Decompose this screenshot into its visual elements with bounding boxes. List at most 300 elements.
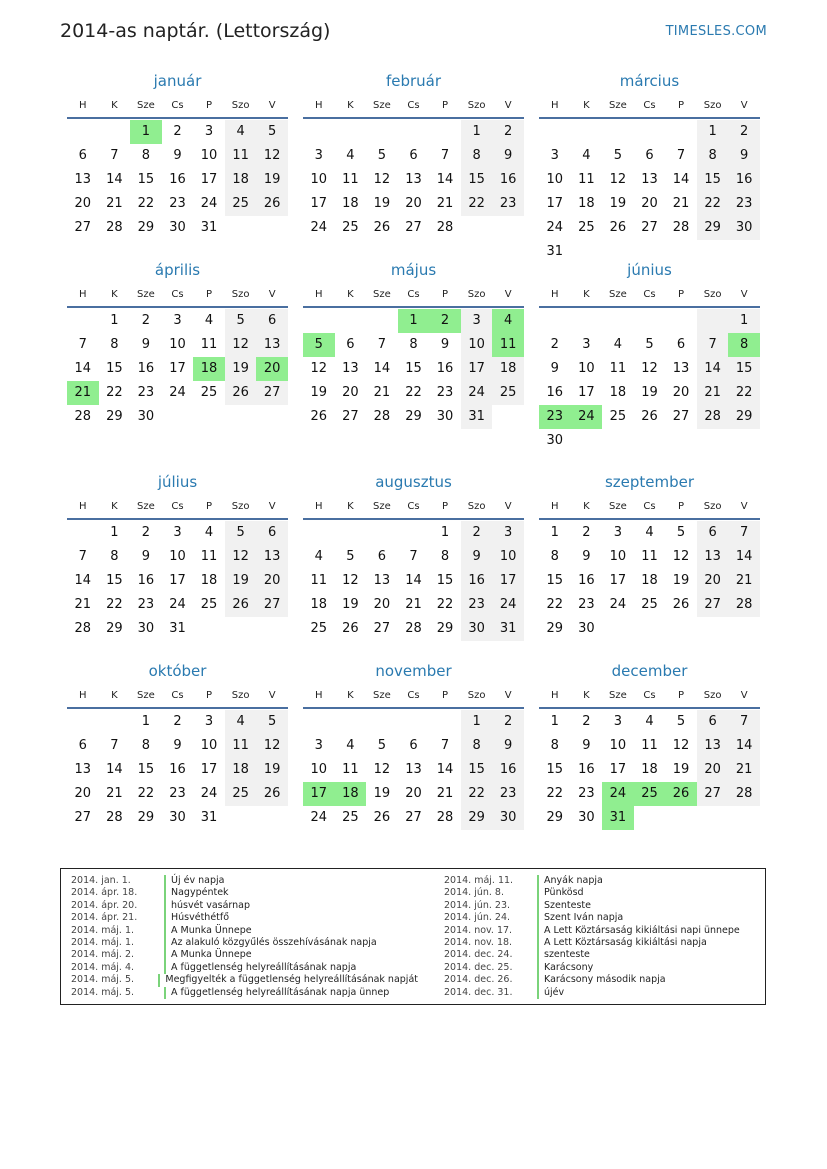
day-cell: 29 <box>546 810 564 825</box>
weekday-label: Cs <box>643 689 656 701</box>
day-cell: 10 <box>609 549 627 564</box>
day-cell: 25 <box>200 385 218 400</box>
empty-day <box>571 309 603 333</box>
holiday-day: 31 <box>602 806 634 830</box>
empty-day <box>634 120 666 144</box>
day-cell: 24 <box>310 810 328 825</box>
day-cell: 30 <box>461 617 493 641</box>
day-cell: 2 <box>492 120 524 144</box>
day-cell: 1 <box>110 313 119 328</box>
day-cell: 14 <box>697 357 729 381</box>
day-cell: 31 <box>169 621 186 636</box>
day-cell: 5 <box>676 525 686 540</box>
day-cell: 12 <box>256 734 288 758</box>
day-cell: 4 <box>346 148 355 163</box>
day-cell: 3 <box>314 738 323 753</box>
weekday-label: H <box>551 99 559 111</box>
day-cell: 4 <box>314 549 323 564</box>
day-cell: 13 <box>641 172 658 187</box>
legend-row <box>444 962 765 974</box>
day-cell: 5 <box>225 309 257 333</box>
weekday-header <box>539 683 760 709</box>
weekday-label: K <box>347 689 354 701</box>
day-cell: 28 <box>405 621 422 636</box>
day-cell: 9 <box>173 148 182 163</box>
day-cell: 10 <box>310 762 328 777</box>
weekday-label: H <box>79 99 87 111</box>
day-grid <box>539 309 760 453</box>
day-cell: 17 <box>609 573 627 588</box>
day-cell: 19 <box>641 385 658 400</box>
day-cell: 10 <box>169 337 186 352</box>
empty-day <box>697 309 729 333</box>
day-cell: 30 <box>492 806 524 830</box>
legend-holiday-name: Húsvéthétfő <box>164 912 229 924</box>
day-cell: 8 <box>110 337 119 352</box>
legend-date: 2014. máj. 5. <box>71 974 135 986</box>
weekday-label: Szo <box>467 689 486 701</box>
weekday-header <box>539 494 760 520</box>
weekday-label: P <box>442 689 449 701</box>
legend-column-right <box>418 875 765 1004</box>
day-cell: 6 <box>645 148 654 163</box>
day-cell: 30 <box>169 220 186 235</box>
weekday-label: Sze <box>373 288 391 300</box>
weekday-header <box>67 93 288 119</box>
day-cell: 21 <box>405 597 422 612</box>
day-cell: 2 <box>492 710 524 734</box>
day-grid <box>67 309 288 429</box>
holiday-day: 11 <box>492 333 524 357</box>
day-cell: 23 <box>169 786 186 801</box>
day-cell: 14 <box>106 172 123 187</box>
day-cell: 2 <box>582 525 591 540</box>
empty-day <box>335 120 367 144</box>
brand-link[interactable]: TIMESLES.COM <box>665 24 767 39</box>
day-cell: 15 <box>106 361 123 376</box>
holiday-day: 20 <box>256 357 288 381</box>
empty-day <box>429 120 461 144</box>
day-cell: 4 <box>645 714 654 729</box>
day-cell: 20 <box>697 569 729 593</box>
month-name: március <box>619 72 680 90</box>
weekday-label: K <box>347 500 354 512</box>
day-cell: 7 <box>78 549 87 564</box>
weekday-label: Sze <box>609 288 627 300</box>
day-cell: 17 <box>546 196 564 211</box>
day-cell: 7 <box>110 148 119 163</box>
day-grid <box>539 521 760 641</box>
day-cell: 7 <box>440 148 450 163</box>
day-cell: 12 <box>225 333 257 357</box>
day-cell: 26 <box>373 810 391 825</box>
day-cell: 20 <box>74 196 92 211</box>
day-cell: 16 <box>492 758 524 782</box>
legend-date: 2014. ápr. 21. <box>71 912 138 924</box>
day-cell: 5 <box>256 710 288 734</box>
legend-row <box>444 875 765 887</box>
month-name: április <box>154 261 201 279</box>
month-calendar <box>303 660 524 849</box>
day-cell: 27 <box>697 782 729 806</box>
holiday-day: 1 <box>398 309 430 333</box>
legend-date: 2014. nov. 18. <box>444 937 513 949</box>
day-cell: 27 <box>672 409 690 424</box>
day-cell: 27 <box>697 593 729 617</box>
day-cell: 20 <box>405 196 422 211</box>
day-cell: 4 <box>582 148 591 163</box>
day-cell: 20 <box>641 196 658 211</box>
legend-holiday-name: A Lett Köztársaság kikiáltási napja <box>537 937 707 949</box>
months-grid <box>67 70 761 849</box>
weekday-label: Cs <box>407 99 420 111</box>
day-cell: 2 <box>461 521 493 545</box>
day-cell: 1 <box>110 525 119 540</box>
day-cell: 24 <box>609 597 627 612</box>
empty-day <box>429 710 461 734</box>
weekday-label: H <box>551 288 559 300</box>
legend-row <box>71 900 418 912</box>
day-cell: 29 <box>405 409 422 424</box>
weekday-label: K <box>347 288 354 300</box>
weekday-label: P <box>678 288 685 300</box>
day-cell: 11 <box>609 361 627 376</box>
day-cell: 12 <box>641 361 658 376</box>
day-cell: 26 <box>256 782 288 806</box>
day-cell: 21 <box>672 196 690 211</box>
day-cell: 29 <box>137 220 155 235</box>
day-cell: 12 <box>373 762 391 777</box>
day-cell: 10 <box>609 738 627 753</box>
weekday-label: Sze <box>609 500 627 512</box>
day-cell: 28 <box>436 220 454 235</box>
day-cell: 28 <box>106 810 123 825</box>
legend-row <box>444 987 765 999</box>
day-grid <box>67 710 288 830</box>
day-cell: 15 <box>137 762 155 777</box>
empty-day <box>366 120 398 144</box>
day-grid <box>539 120 760 264</box>
day-cell: 1 <box>550 525 559 540</box>
legend-row <box>71 974 418 986</box>
weekday-label: H <box>79 288 87 300</box>
month-calendar <box>303 70 524 259</box>
day-cell: 17 <box>200 762 218 777</box>
day-cell: 31 <box>200 220 218 235</box>
weekday-label: Szo <box>231 99 250 111</box>
day-cell: 4 <box>346 738 355 753</box>
empty-day <box>67 710 99 734</box>
legend-holiday-name: Anyák napja <box>537 875 603 887</box>
day-cell: 12 <box>609 172 627 187</box>
day-cell: 26 <box>225 381 257 405</box>
day-cell: 16 <box>137 573 155 588</box>
legend-column-left <box>71 875 418 1004</box>
day-cell: 23 <box>137 385 155 400</box>
day-cell: 14 <box>728 734 760 758</box>
weekday-label: Cs <box>171 689 184 701</box>
day-cell: 22 <box>461 192 493 216</box>
day-cell: 15 <box>546 762 564 777</box>
weekday-label: V <box>740 500 748 512</box>
month-calendar <box>67 70 288 259</box>
day-cell: 18 <box>641 762 658 777</box>
day-cell: 28 <box>373 409 391 424</box>
day-cell: 21 <box>436 786 454 801</box>
day-cell: 6 <box>377 549 387 564</box>
day-cell: 13 <box>74 172 92 187</box>
day-cell: 13 <box>672 361 690 376</box>
day-cell: 4 <box>225 120 257 144</box>
day-cell: 17 <box>200 172 218 187</box>
day-cell: 3 <box>613 525 623 540</box>
day-cell: 19 <box>672 762 690 777</box>
day-cell: 20 <box>672 385 690 400</box>
day-cell: 30 <box>728 216 760 240</box>
day-cell: 4 <box>225 710 257 734</box>
day-cell: 27 <box>373 621 391 636</box>
day-cell: 21 <box>728 569 760 593</box>
day-cell: 18 <box>200 573 218 588</box>
legend-date: 2014. dec. 24. <box>444 949 513 961</box>
empty-day <box>303 120 335 144</box>
day-cell: 1 <box>461 710 493 734</box>
day-cell: 21 <box>106 196 123 211</box>
day-cell: 11 <box>225 734 257 758</box>
day-cell: 22 <box>106 385 123 400</box>
legend-row <box>71 949 418 961</box>
holiday-day: 24 <box>602 782 634 806</box>
day-cell: 21 <box>106 786 123 801</box>
month-calendar <box>539 660 760 849</box>
day-cell: 12 <box>373 172 391 187</box>
day-cell: 18 <box>609 385 627 400</box>
day-cell: 8 <box>110 549 119 564</box>
day-grid <box>303 309 524 429</box>
holiday-day: 21 <box>67 381 99 405</box>
day-cell: 8 <box>440 549 450 564</box>
legend-holiday-name: A Munka Ünnepe <box>164 925 252 937</box>
day-cell: 6 <box>346 337 355 352</box>
day-cell: 21 <box>728 758 760 782</box>
day-cell: 4 <box>204 313 214 328</box>
empty-day <box>398 521 430 545</box>
day-cell: 3 <box>314 148 323 163</box>
day-cell: 1 <box>697 120 729 144</box>
legend-row <box>444 949 765 961</box>
day-cell: 22 <box>405 385 422 400</box>
day-cell: 6 <box>676 337 686 352</box>
empty-day <box>602 309 634 333</box>
legend-date: 2014. máj. 1. <box>71 937 135 949</box>
day-cell: 16 <box>578 762 595 777</box>
day-cell: 13 <box>256 545 288 569</box>
day-cell: 9 <box>141 549 151 564</box>
day-cell: 27 <box>256 381 288 405</box>
weekday-label: Sze <box>137 689 155 701</box>
day-cell: 23 <box>436 385 454 400</box>
day-cell: 29 <box>436 621 454 636</box>
weekday-label: Sze <box>137 99 155 111</box>
legend-date: 2014. ápr. 18. <box>71 887 138 899</box>
weekday-label: Sze <box>373 99 391 111</box>
legend-row <box>71 925 418 937</box>
legend-date: 2014. nov. 17. <box>444 924 513 936</box>
day-cell: 29 <box>461 806 493 830</box>
weekday-label: Cs <box>407 689 420 701</box>
day-cell: 14 <box>373 361 391 376</box>
day-cell: 5 <box>377 738 387 753</box>
month-name: január <box>153 72 202 90</box>
weekday-label: P <box>678 500 685 512</box>
day-cell: 8 <box>141 148 151 163</box>
day-cell: 27 <box>256 593 288 617</box>
weekday-header <box>303 282 524 308</box>
day-cell: 16 <box>169 172 186 187</box>
day-cell: 28 <box>106 220 123 235</box>
weekday-label: Szo <box>231 689 250 701</box>
day-cell: 22 <box>461 782 493 806</box>
day-cell: 24 <box>310 220 328 235</box>
day-cell: 25 <box>578 220 595 235</box>
day-cell: 11 <box>200 549 218 564</box>
day-cell: 7 <box>728 710 760 734</box>
weekday-label: V <box>504 500 512 512</box>
day-cell: 4 <box>204 525 214 540</box>
month-name: július <box>157 473 198 491</box>
legend-date: 2014. jún. 8. <box>444 887 505 899</box>
day-cell: 2 <box>173 124 182 139</box>
empty-day <box>67 521 99 545</box>
day-cell: 24 <box>546 220 564 235</box>
day-cell: 8 <box>550 549 559 564</box>
month-name: június <box>627 261 672 279</box>
day-cell: 24 <box>169 385 186 400</box>
legend-row <box>71 875 418 887</box>
weekday-label: Sze <box>137 500 155 512</box>
day-cell: 21 <box>373 385 391 400</box>
day-cell: 16 <box>436 361 454 376</box>
month-calendar <box>67 660 288 849</box>
day-cell: 10 <box>200 148 218 163</box>
day-cell: 28 <box>436 810 454 825</box>
legend-holiday-name: Szenteste <box>537 900 591 912</box>
day-cell: 17 <box>492 569 524 593</box>
weekday-label: P <box>206 689 213 701</box>
empty-day <box>665 120 697 144</box>
day-cell: 19 <box>256 758 288 782</box>
weekday-label: Szo <box>467 500 486 512</box>
day-cell: 14 <box>405 573 422 588</box>
month-calendar <box>539 259 760 471</box>
day-cell: 19 <box>225 357 257 381</box>
day-cell: 12 <box>256 144 288 168</box>
day-cell: 16 <box>169 762 186 777</box>
day-cell: 22 <box>546 786 564 801</box>
legend-holiday-name: A Lett Köztársaság kikiáltási napi ünnepe <box>537 925 740 937</box>
holiday-day: 25 <box>634 782 666 806</box>
day-cell: 24 <box>200 786 218 801</box>
day-cell: 5 <box>645 337 654 352</box>
legend-holiday-name: húsvét vasárnap <box>164 900 250 912</box>
weekday-label: K <box>583 689 590 701</box>
day-cell: 3 <box>582 337 591 352</box>
day-cell: 6 <box>78 148 87 163</box>
holiday-day: 26 <box>665 782 697 806</box>
empty-day <box>67 309 99 333</box>
day-cell: 22 <box>137 196 155 211</box>
day-cell: 13 <box>697 545 729 569</box>
day-cell: 5 <box>676 714 686 729</box>
day-cell: 23 <box>169 196 186 211</box>
weekday-label: K <box>583 99 590 111</box>
day-cell: 13 <box>74 762 92 777</box>
day-cell: 25 <box>342 810 359 825</box>
day-cell: 26 <box>342 621 359 636</box>
weekday-label: Szo <box>703 689 722 701</box>
day-cell: 31 <box>546 244 564 259</box>
day-cell: 15 <box>436 573 454 588</box>
day-cell: 29 <box>728 405 760 429</box>
day-cell: 18 <box>310 597 328 612</box>
weekday-label: Cs <box>171 99 184 111</box>
weekday-label: V <box>504 99 512 111</box>
day-cell: 21 <box>436 196 454 211</box>
day-cell: 19 <box>373 786 391 801</box>
day-cell: 10 <box>546 172 564 187</box>
empty-day <box>602 120 634 144</box>
day-cell: 8 <box>461 734 493 758</box>
month-calendar <box>67 259 288 471</box>
day-cell: 5 <box>613 148 623 163</box>
day-cell: 12 <box>310 361 328 376</box>
legend-holiday-name: Megfigyelték a függetlenség helyreállításának napját <box>158 974 418 986</box>
weekday-label: Cs <box>407 500 420 512</box>
day-cell: 15 <box>461 758 493 782</box>
day-cell: 23 <box>578 786 595 801</box>
legend-holiday-name: szenteste <box>537 949 590 961</box>
day-cell: 25 <box>225 782 257 806</box>
day-cell: 7 <box>409 549 418 564</box>
weekday-label: Cs <box>643 500 656 512</box>
day-cell: 2 <box>141 525 151 540</box>
weekday-label: K <box>111 99 118 111</box>
day-cell: 18 <box>225 168 257 192</box>
weekday-label: P <box>442 500 449 512</box>
day-cell: 10 <box>169 549 186 564</box>
day-cell: 14 <box>74 573 92 588</box>
day-cell: 24 <box>461 381 493 405</box>
day-cell: 11 <box>578 172 595 187</box>
month-name: december <box>611 662 688 680</box>
day-cell: 23 <box>728 192 760 216</box>
day-cell: 12 <box>342 573 359 588</box>
empty-day <box>398 120 430 144</box>
legend-row <box>71 887 418 899</box>
weekday-label: H <box>79 500 87 512</box>
day-cell: 14 <box>74 361 92 376</box>
weekday-label: Sze <box>137 288 155 300</box>
day-cell: 6 <box>697 710 729 734</box>
month-name: október <box>148 662 207 680</box>
day-cell: 2 <box>173 714 182 729</box>
holiday-day: 17 <box>303 782 335 806</box>
weekday-label: P <box>206 288 213 300</box>
day-cell: 14 <box>672 172 690 187</box>
day-cell: 2 <box>582 714 591 729</box>
day-cell: 27 <box>641 220 658 235</box>
day-cell: 16 <box>728 168 760 192</box>
